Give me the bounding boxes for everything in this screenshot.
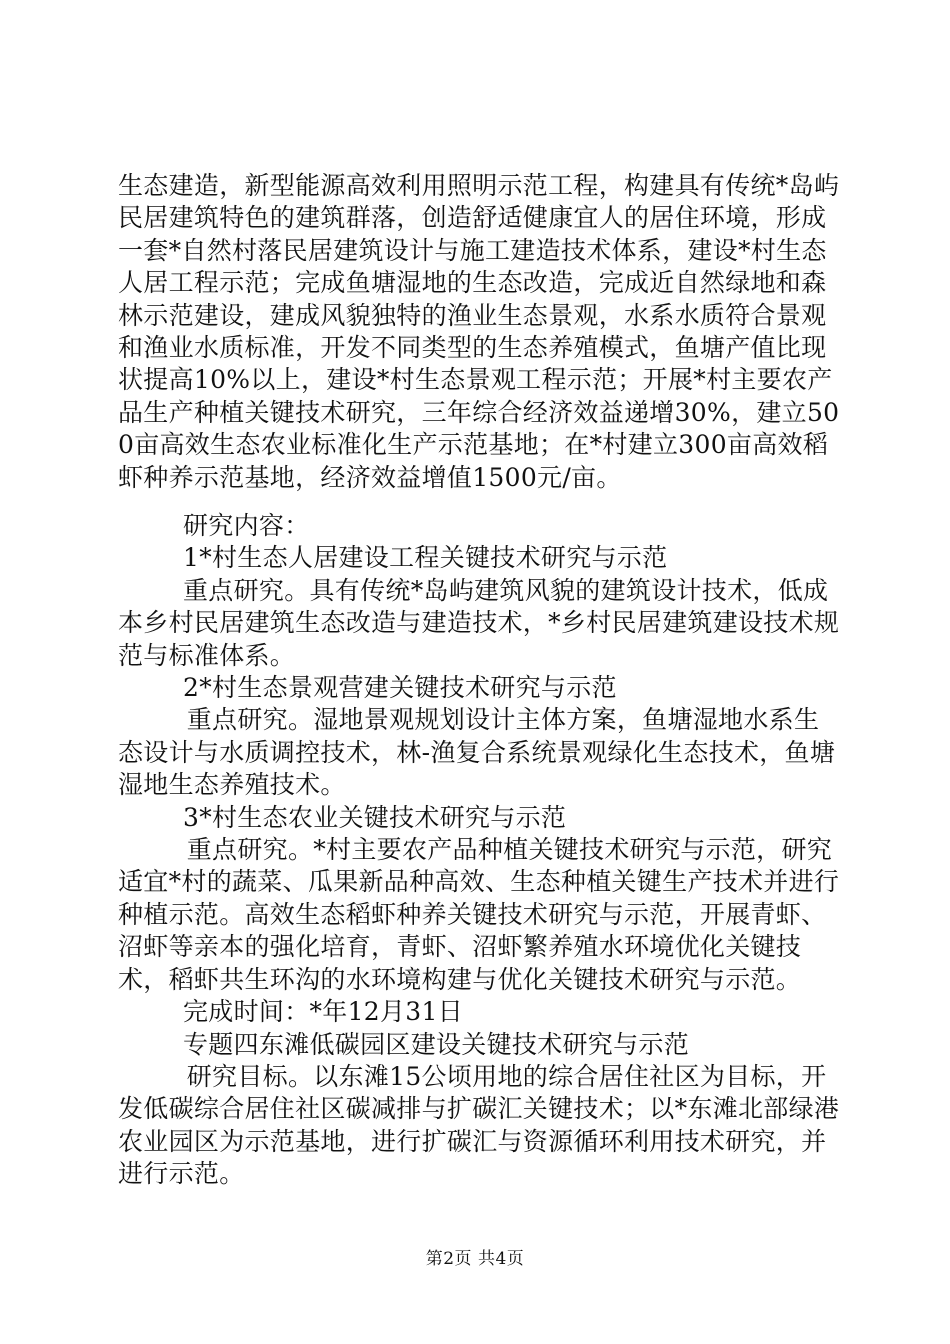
body-block-1 (118, 170, 840, 494)
heading-topic-4: 专题四东滩低碳园区建设关键技术研究与示范 (183, 1029, 690, 1059)
body-block-2 (118, 510, 840, 1191)
paragraph-topic-3: 重点研究。*村主要农产品种植关键技术研究与示范，研究适宜*村的蔬菜、瓜果新品种高效、生态种植关键生产技术并进行种植示范。高效生态稻虾种养关键技术研究与示范，开展青虾、沼虾等亲本的强化培育，青虾、沼虾繁养殖水环境优化关键技术，稻虾共生环沟的水环境构建与优化关键技术研究与示范。 (118, 835, 840, 994)
heading-research-content: 研究内容： (183, 511, 310, 540)
paragraph-topic-4: 研究目标。以东滩15公顷用地的综合居住社区为目标，开发低碳综合居住社区碳减排与扩碳汇关键技术；以*东滩北部绿港农业园区为示范基地，进行扩碳汇与资源循环利用技术研究，并进行示范。 (118, 1061, 840, 1189)
heading-topic-3: 3*村生态农业关键技术研究与示范 (183, 802, 567, 832)
paragraph-topic-2: 重点研究。湿地景观规划设计主体方案，鱼塘湿地水系生态设计与水质调控技术，林-渔复合系统景观绿化生态技术，鱼塘湿地生态养殖技术。 (118, 705, 836, 800)
paragraph-topic-1: 重点研究。具有传统*岛屿建筑风貌的建筑设计技术，低成本乡村民居建筑生态改造与建造技术，*乡村民居建筑建设技术规范与标准体系。 (118, 575, 840, 670)
paragraph-project-goals: 生态建造，新型能源高效利用照明示范工程，构建具有传统*岛屿民居建筑特色的建筑群落，创造舒适健康宜人的居住环境，形成一套*自然村落民居建筑设计与施工建造技术体系，建设*村生态人居工程示范；完成鱼塘湿地的生态改造，完成近自然绿地和森林示范建设，建成风貌独特的渔业生态景观，水系水质符合景观和渔业水质标准，开发不同类型的生态养殖模式，鱼塘产值比现状提高10%以上，建设*村生态景观工程示范；开展*村主要农产品生产种植关键技术研究，三年综合经济效益递增30%，建立500亩高效生态农业标准化生产示范基地；在*村建立300亩高效稻虾种养示范基地，经济效益增值1500元/亩。 (118, 171, 840, 492)
heading-topic-2: 2*村生态景观营建关键技术研究与示范 (183, 673, 617, 703)
heading-topic-1: 1*村生态人居建设工程关键技术研究与示范 (183, 543, 668, 573)
page-number-footer: 第2页 共4页 (425, 1249, 525, 1269)
completion-time: 完成时间：*年12月31日 (183, 997, 464, 1027)
